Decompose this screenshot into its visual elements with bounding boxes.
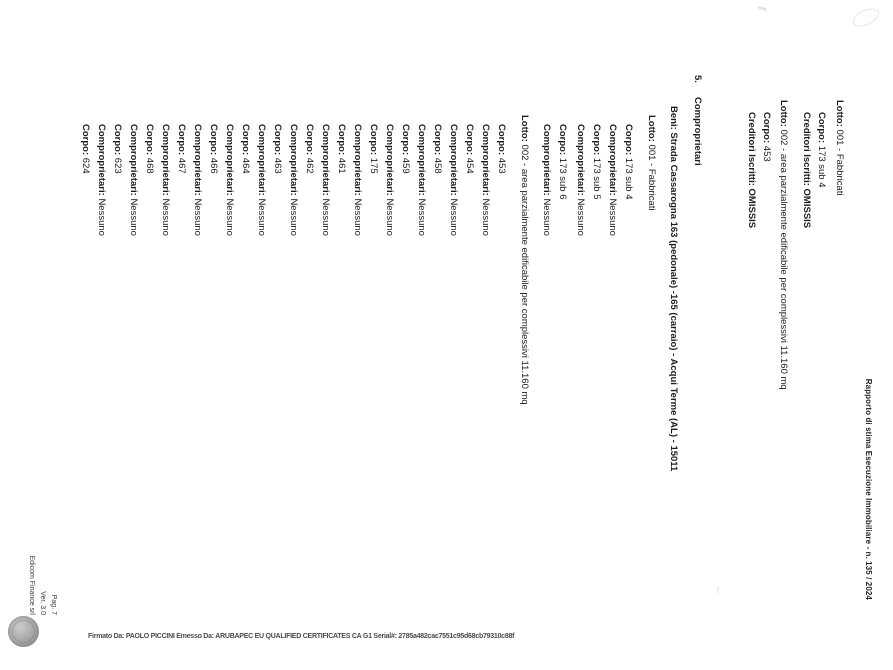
line-label: Lotto: [834,100,845,130]
line-label: Comproprietari: [192,124,203,199]
line-value: Nessuno [448,198,459,236]
line-value: Nessuno [192,198,203,236]
document-line [432,124,443,174]
document-line [96,124,107,236]
line-label: Corpo: [336,124,347,158]
line-value: 173 sub 6 [557,157,568,200]
line-value: Nessuno [160,198,171,236]
document-line [801,112,812,228]
document-line [834,100,845,196]
line-label: Corpo: [240,124,251,158]
line-value: Nessuno [320,198,331,236]
document-line [352,124,363,236]
line-value: Nessuno [128,198,139,236]
line-value: Nessuno [224,198,235,236]
section-heading [692,75,703,166]
line-value: 173 sub 5 [591,157,602,200]
line-label: Corpo: [144,124,155,158]
footer-page-number: Pag. 7 [50,594,57,615]
line-value: 463 [272,157,283,174]
document-line [112,124,123,174]
document-line [746,112,757,228]
report-header: Rapporto di stima Esecuzione Immobiliare - n. 135 / 2024 [864,378,873,600]
document-line [384,124,395,236]
line-label: Beni: [668,106,679,133]
line-value: Nessuno [256,198,267,236]
line-value: Nessuno [352,198,363,236]
document-line [400,124,411,174]
footer-company: Edicom Finance srl [28,555,35,615]
line-label: Corpo: [816,112,827,146]
line-label: Creditori Iscritti: [801,112,812,189]
line-label: Corpo: [761,112,772,146]
line-label: Corpo: [464,124,475,158]
line-label: Comproprietari: [416,124,427,199]
edicom-seal-icon [8,616,39,647]
document-line [208,124,219,174]
line-label: Comproprietari: [352,124,363,199]
line-label: Comproprietari: [128,124,139,199]
line-value: 453 [761,145,772,162]
document-line [288,124,299,236]
document-line [192,124,203,236]
line-label: Comproprietari: [448,124,459,199]
document-line [336,124,347,174]
line-value: 623 [112,157,123,174]
document-line [320,124,331,236]
line-value: 459 [400,157,411,174]
section-title: Comproprietari [692,97,703,166]
line-label: Comproprietari: [224,124,235,199]
line-label: Corpo: [432,124,443,158]
document-line [480,124,491,236]
line-label: Corpo: [208,124,219,158]
document-line [368,124,379,174]
document-line [591,124,602,200]
line-label: Comproprietari: [288,124,299,199]
document-line [541,124,552,236]
line-value: 458 [432,157,443,174]
line-value: OMISSIS [746,188,757,229]
line-value: 002 - area parzialmente edificabile per complessivi 11.160 mq [519,144,530,405]
document-line [80,124,91,174]
line-label: Comproprietari: [575,124,586,199]
line-label: Comproprietari: [256,124,267,199]
document-line [464,124,475,174]
line-label: Corpo: [80,124,91,158]
line-value: Nessuno [480,198,491,236]
line-label: Corpo: [496,124,507,158]
document-line [496,124,507,174]
line-value: 001 - Fabbricati [646,144,657,211]
line-label: Comproprietari: [541,124,552,199]
line-label: Creditori Iscritti: [746,112,757,189]
line-value: 001 - Fabbricati [834,129,845,196]
line-value: 624 [80,157,91,174]
document-line [646,115,657,211]
line-value: 002 - area parzialmente edificabile per complessivi 11.160 mq [778,129,789,390]
line-value: 175 [368,157,379,174]
line-label: Corpo: [623,124,634,158]
line-value: 173 sub 4 [816,145,827,188]
line-label: Corpo: [176,124,187,158]
document-line [272,124,283,174]
line-label: Corpo: [112,124,123,158]
document-line [256,124,267,236]
line-value: 467 [176,157,187,174]
line-label: Comproprietari: [607,124,618,199]
document-line [761,112,772,162]
document-line [144,124,155,174]
document-line [623,124,634,200]
line-label: Comproprietari: [96,124,107,199]
document-line [778,100,789,390]
line-label: Corpo: [304,124,315,158]
line-value: Nessuno [575,198,586,236]
line-label: Lotto: [646,115,657,145]
digital-signature-line: Firmato Da: PAOLO PICCINI Emesso Da: ARUBAPEC EU QUALIFIED CERTIFICATES CA G1 Serial#: 2785a482cac7551c95d68cb79310c88f [88,633,515,640]
line-label: Lotto: [519,115,530,145]
line-label: Corpo: [591,124,602,158]
line-label: Comproprietari: [480,124,491,199]
document-line [240,124,251,174]
document-line [128,124,139,236]
line-value: 454 [464,157,475,174]
line-value: Nessuno [607,198,618,236]
document-line [160,124,171,236]
line-value: 464 [240,157,251,174]
line-value: Strada Cassarogna 163 (pedonale) -165 (carraio) - Acqui Terme (AL) - 15011 [668,132,679,472]
document-line [816,112,827,188]
document-line [557,124,568,200]
document-line [304,124,315,174]
line-label: Comproprietari: [384,124,395,199]
line-value: Nessuno [288,198,299,236]
line-value: Nessuno [384,198,395,236]
line-value: 466 [208,157,219,174]
line-value: 453 [496,157,507,174]
document-line [224,124,235,236]
section-number: 5. [692,75,703,83]
line-label: Corpo: [557,124,568,158]
line-value: 468 [144,157,155,174]
line-label: Corpo: [368,124,379,158]
document-line [607,124,618,236]
line-label: Corpo: [400,124,411,158]
document-line [176,124,187,174]
line-value: Nessuno [416,198,427,236]
footer-version: Ver. 3.0 [39,591,46,615]
document-line [668,106,679,471]
line-value: Nessuno [96,198,107,236]
line-value: Nessuno [541,198,552,236]
line-label: Corpo: [272,124,283,158]
document-line [575,124,586,236]
document-line [416,124,427,236]
line-value: OMISSIS [801,188,812,229]
line-value: 462 [304,157,315,174]
line-value: 461 [336,157,347,174]
document-line [448,124,459,236]
document-line [519,115,530,405]
line-label: Comproprietari: [320,124,331,199]
line-value: 173 sub 4 [623,157,634,200]
line-label: Comproprietari: [160,124,171,199]
line-label: Lotto: [778,100,789,130]
